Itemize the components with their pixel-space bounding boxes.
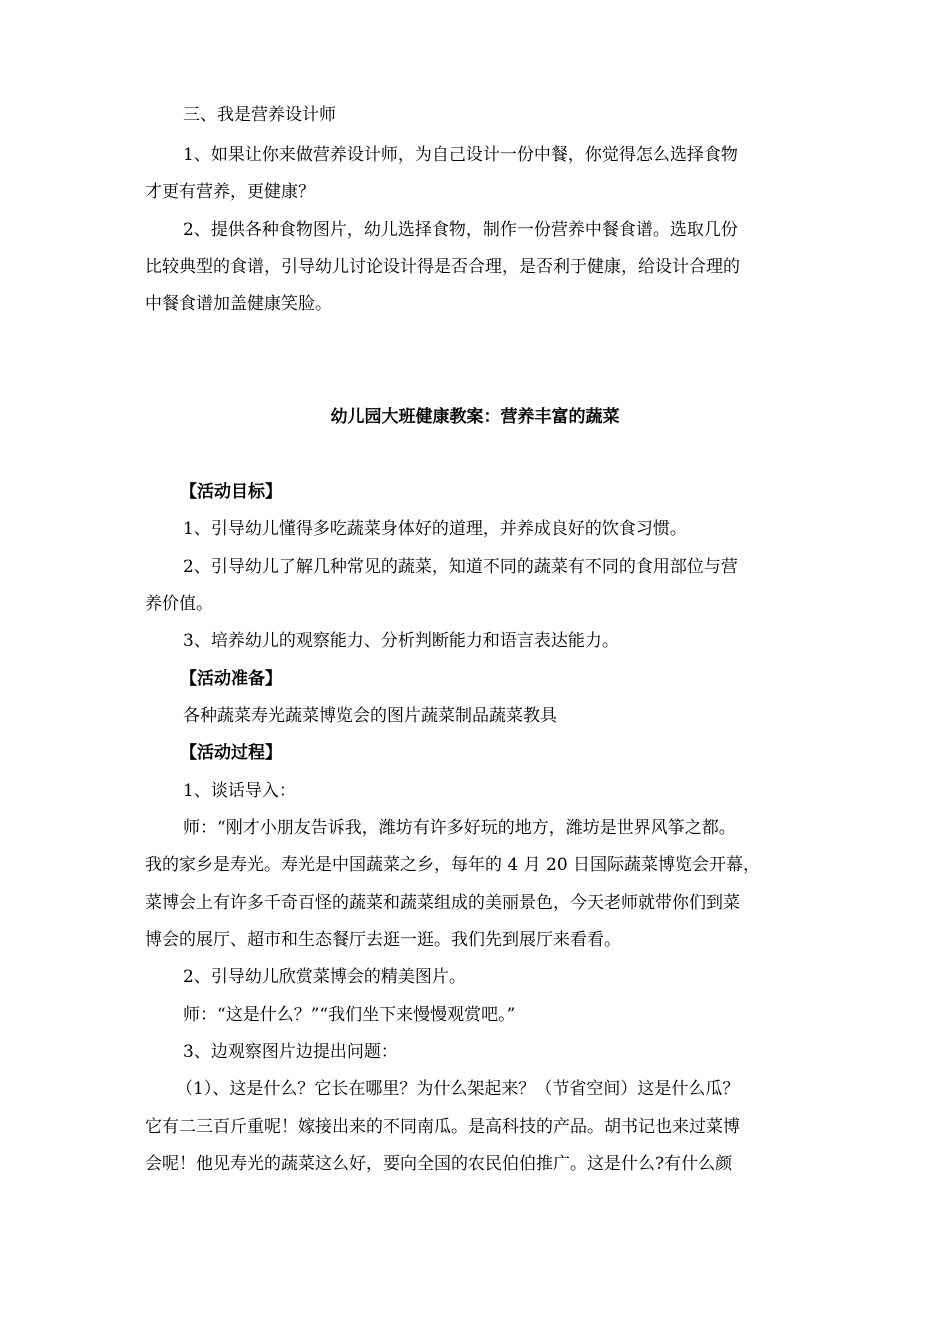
paragraph-line: 比较典型的食谱，引导幼儿讨论设计得是否合理，是否利于健康，给设计合理的 — [145, 257, 740, 277]
goal-item-continued: 养价值。 — [145, 594, 213, 614]
paragraph-line: 中餐食谱加盖健康笑脸。 — [145, 294, 332, 314]
paragraph-line: 才更有营养，更健康？ — [145, 182, 315, 202]
prep-heading: 【活动准备】 — [180, 669, 282, 689]
goal-item: 3、培养幼儿的观察能力、分析判断能力和语言表达能力。 — [183, 631, 619, 651]
process-heading: 【活动过程】 — [180, 743, 282, 763]
paragraph-line: 1、如果让你来做营养设计师，为自己设计一份中餐，你觉得怎么选择食物 — [183, 145, 738, 165]
paragraph-line: 博会的展厅、超市和生态餐厅去逛一逛。我们先到展厅来看看。 — [145, 930, 621, 950]
paragraph-line: （1）、这是什么？它长在哪里？为什么架起来？（节省空间）这是什么瓜？ — [176, 1079, 740, 1099]
process-step: 2、引导幼儿欣赏菜博会的精美图片。 — [183, 967, 466, 987]
lesson-title: 幼儿园大班健康教案：营养丰富的蔬菜 — [330, 407, 620, 427]
paragraph-line: 菜博会上有许多千奇百怪的蔬菜和蔬菜组成的美丽景色，今天老师就带你们到菜 — [145, 893, 740, 913]
paragraph-line: 它有二三百斤重呢！嫁接出来的不同南瓜。是高科技的产品。胡书记也来过菜博 — [145, 1117, 740, 1137]
goal-item: 1、引导幼儿懂得多吃蔬菜身体好的道理，并养成良好的饮食习惯。 — [183, 519, 687, 539]
goal-item: 2、引导幼儿了解几种常见的蔬菜，知道不同的蔬菜有不同的食用部位与营 — [183, 557, 738, 577]
paragraph-line: 我的家乡是寿光。寿光是中国蔬菜之乡，每年的 4 月 20 日国际蔬菜博览会开幕， — [145, 855, 761, 875]
paragraph-line: 2、提供各种食物图片，幼儿选择食物，制作一份营养中餐食谱。选取几份 — [183, 220, 738, 240]
prep-text: 各种蔬菜寿光蔬菜博览会的图片蔬菜制品蔬菜教具 — [183, 706, 557, 726]
process-step: 1、谈话导入： — [183, 781, 296, 801]
paragraph-line: 师：“刚才小朋友告诉我，潍坊有许多好玩的地方，潍坊是世界风筝之都。 — [183, 818, 736, 838]
paragraph-line: 会呢！他见寿光的蔬菜这么好，要向全国的农民伯伯推广。这是什么?有什么颜 — [145, 1154, 733, 1174]
goals-heading: 【活动目标】 — [180, 482, 282, 502]
section-heading: 三、我是营养设计师 — [183, 105, 336, 125]
paragraph-line: 师：“这是什么？”“我们坐下来慢慢观赏吧。” — [183, 1005, 516, 1025]
process-step: 3、边观察图片边提出问题： — [183, 1042, 398, 1062]
